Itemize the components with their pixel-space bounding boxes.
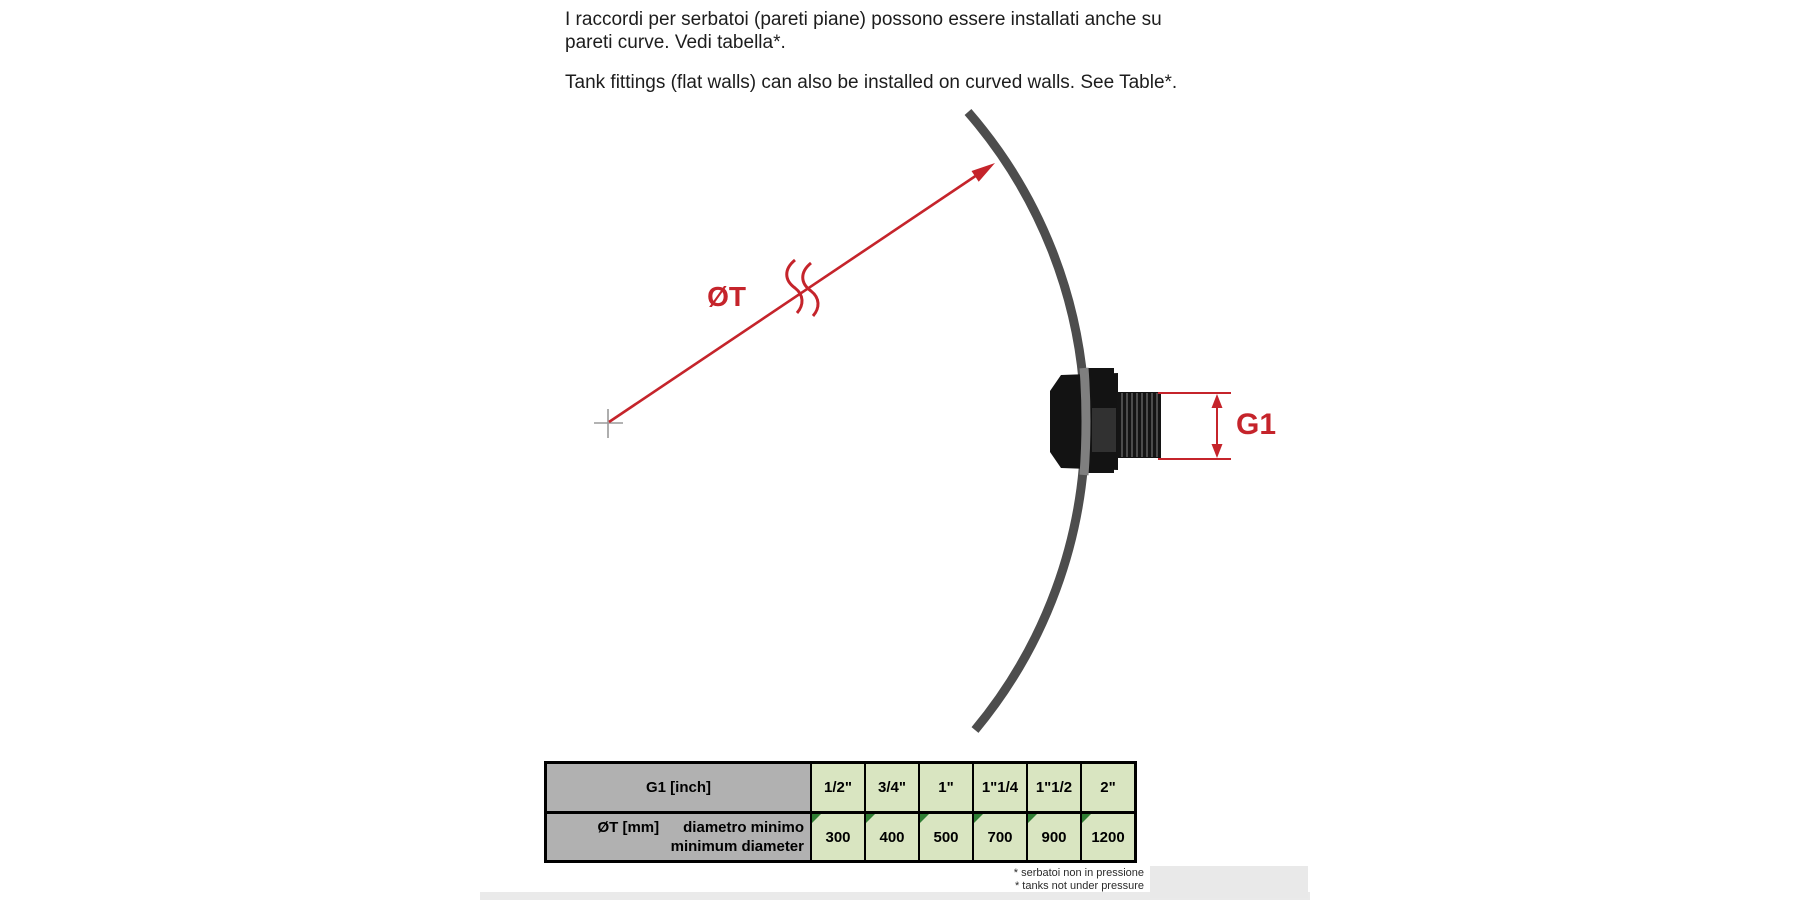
- g1-size-cell: 2": [1081, 763, 1136, 813]
- table-row-g1: [546, 763, 1136, 813]
- footnotes: [1014, 867, 1144, 893]
- diameter-label-it: diametro minimo: [683, 819, 804, 836]
- intro-english: Tank fittings (flat walls) can also be installed on curved walls. See Table*.: [565, 72, 1178, 93]
- thread-size-label: G1: [1236, 408, 1277, 441]
- wall-over-fitting: [1084, 368, 1086, 475]
- intro-italian-line1: I raccordi per serbatoi (pareti piane) possono essere installati anche su: [565, 9, 1162, 30]
- g1-size-cell: 1": [919, 763, 973, 813]
- scan-corner-patch: [1150, 866, 1308, 898]
- table-row-diameter: [546, 813, 1136, 862]
- min-diameter-cell: 400: [865, 813, 919, 862]
- arrowhead-icon: [972, 163, 996, 182]
- radius-arrow: [609, 163, 995, 422]
- footnote-italian: * serbatoi non in pressione: [1013, 867, 1144, 879]
- tank-fitting: [1050, 368, 1161, 475]
- diameter-symbol: ØT [mm]: [597, 819, 660, 836]
- intro-italian-line2: pareti curve. Vedi tabella*.: [565, 32, 786, 53]
- diameter-header-cell: [546, 813, 812, 862]
- g1-size-cell: 3/4": [865, 763, 919, 813]
- center-cross-icon: [594, 409, 623, 438]
- diameter-label: ØT: [707, 281, 746, 312]
- line-break-icon: [787, 260, 818, 316]
- g1-size-cell: 1"1/4: [973, 763, 1027, 813]
- min-diameter-cell: 700: [973, 813, 1027, 862]
- thread-section: [1117, 392, 1161, 458]
- g1-header-cell: G1 [inch]: [546, 763, 812, 813]
- min-diameter-cell: 900: [1027, 813, 1081, 862]
- spec-table: [544, 761, 1137, 863]
- g1-size-cell: 1"1/2: [1027, 763, 1081, 813]
- footnote-english: * tanks not under pressure: [1014, 880, 1144, 892]
- min-diameter-cell: 500: [919, 813, 973, 862]
- diameter-label-en: minimum diameter: [670, 838, 804, 855]
- min-diameter-cell: 1200: [1081, 813, 1136, 862]
- g1-size-cell: 1/2": [811, 763, 865, 813]
- min-diameter-cell: 300: [811, 813, 865, 862]
